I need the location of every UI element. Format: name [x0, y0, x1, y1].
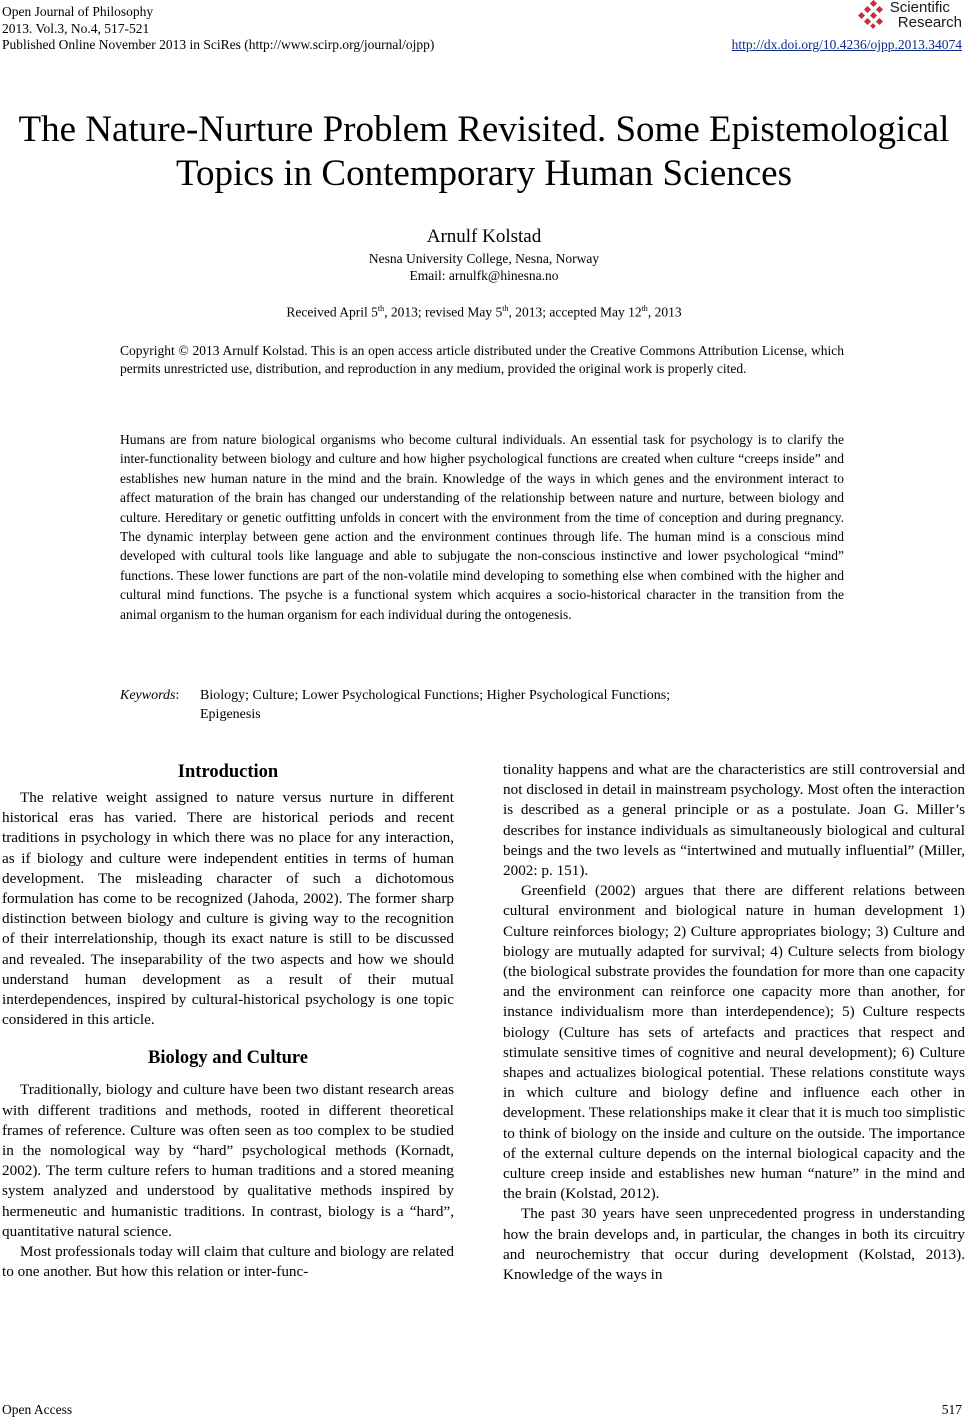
year-text: , 2013	[647, 304, 682, 320]
received-text: Received April 5	[286, 304, 378, 320]
section-heading-biology-culture: Biology and Culture	[147, 1048, 309, 1069]
keywords-line-1: Biology; Culture; Lower Psychological Functions; Higher Psychological Functions;	[200, 688, 671, 703]
author-name: Arnulf Kolstad	[426, 226, 542, 247]
revised-text: , 2013; revised May 5	[384, 304, 503, 320]
paragraph: Greenfield (2002) argues that there are different relations between cultural environment and biological nature in human development 1) Culture reinforces biology; 2) Culture appropriates biology; 3) Culture and biology are mutually adapted for survival; 4) Culture selects from biology (the biological substrate provides the foundation for more than one capacity and the environment can reinforce one capacity more than another, for instance individualism more than interdependence); 5) Culture respects biology (Culture has sets of artefacts and practices that respect and stimulate sensitive times of cognitive and neural development); 6) Culture shapes and actualizes biological potential. These relations constitute ways in which culture and biology define and influence each other in development. These relationships make it clear that it is much too simplistic to think of biology on the inside and culture on the outside. The importance of the external culture depends on the internal biological capacity and the culture creep inside and establishes new human “nature” in the mind and the brain (Kolstad, 2012).	[503, 882, 965, 1203]
page-number: 517	[941, 1402, 962, 1417]
journal-header	[2, 4, 434, 54]
scientific-research-logo	[858, 0, 962, 30]
keywords-label: Keywords	[120, 688, 176, 703]
doi-link[interactable]: http://dx.doi.org/10.4236/ojpp.2013.34074	[731, 37, 962, 52]
keywords: Keywords: Biology; Culture; Lower Psychological Functions; Higher Psychological Functions; Epigenesis	[120, 686, 179, 705]
email: Email: arnulfk@hinesna.no	[409, 268, 559, 283]
logo-word-1: Scientific	[889, 0, 950, 16]
paragraph: The past 30 years have seen unprecedented progress in understanding how the brain develops and, in particular, the changes in both its circuitry and neurochemistry that occur during development (Kolstad, 2013). Knowledge of the ways in	[503, 1205, 965, 1284]
copyright-notice: Copyright © 2013 Arnulf Kolstad. This is an open access article distributed under the Creative Commons Attribution License, which permits unrestricted use, distribution, and reproduction in any medium, provided the original work is properly cited.	[120, 343, 844, 376]
logo-mark-icon	[858, 0, 888, 30]
article-title	[0, 108, 968, 196]
section-heading-introduction: Introduction	[177, 762, 279, 782]
right-column	[503, 760, 965, 1285]
received-dates	[0, 304, 968, 321]
journal-name: Open Journal of Philosophy	[2, 4, 154, 19]
paragraph: tionality happens and what are the characteristics are still controversial and not disclosed in detail in mainstream psychology. Most often the interaction is described as a general principle or as a postulate. Joan G. Miller’s describes for instance individuals as simultaneously biological and cultural beings and the two levels as “intertwined and mutually influential” (Miller, 2002: p. 151).	[503, 761, 965, 880]
author-info	[0, 250, 968, 284]
keywords-line-2: Epigenesis	[200, 707, 261, 722]
journal-volume: 2013. Vol.3, No.4, 517-521	[2, 20, 150, 36]
ordinal-suffix: th	[377, 304, 385, 313]
logo-word-2: Research	[897, 14, 962, 31]
paragraph: Most professionals today will claim that culture and biology are related to one another. But how this relation or inter-func-	[2, 1243, 454, 1281]
abstract: Humans are from nature biological organisms who become cultural individuals. An essential task for psychology is to clarify the inter-functionality between biology and culture and how higher psychological functions are created when culture “creeps inside” and establishes new human nature in the mind and the brain. Knowledge of the ways in which genes and the environment interact to affect maturation of the brain has changed our understanding of the relationship between nature and nurture, between biology and culture. Hereditary or genetic outfitting unfolds in concert with the environment from the time of conception and during pregnancy. The dynamic interplay between gene action and the environment continues through life. The human mind is a conscious mind developed with cultural tools like language and able to subjugate the non-conscious instinctive and lower psychological “mind” functions. These lower functions are part of the non-volatile mind developing to something else when combined with the higher and cultural mind functions. The psyche is a functional system which acquires a socio-historical character in the transition from the animal organism to the human organism for each individual during the ontogenesis.	[120, 432, 844, 622]
keywords-values	[200, 686, 820, 724]
title-line-2: Topics in Contemporary Human Sciences	[176, 153, 792, 194]
paragraph: Traditionally, biology and culture have been two distant research areas with different traditions and methods, rooted in different theoretical frames of reference. Culture was often seen as too complex to be studied in the nomological way by “hard” psychological methods (Kornadt, 2002). The term culture refers to human traditions and a stored meaning system analyzed and understood by qualitative methods inspired by hermeneutic and humanistic traditions. In contrast, biology is a “hard”, quantitative natural science.	[2, 1081, 454, 1240]
ordinal-suffix: th	[641, 304, 648, 313]
accepted-text: , 2013; accepted May 12	[508, 304, 642, 320]
footer-open-access: Open Access	[2, 1402, 73, 1417]
published-online: Published Online November 2013 in SciRes (http://www.scirp.org/journal/ojpp)	[2, 37, 435, 52]
left-column	[2, 760, 454, 1282]
affiliation: Nesna University College, Nesna, Norway	[368, 251, 600, 266]
paragraph: The relative weight assigned to nature versus nurture in different historical eras has varied. There are historical periods and recent traditions in psychology in which there was no place for any interaction, as if biology and culture were independent entities in terms of human development. The misleading character of such a dichotomous formulation has come to be recognized (Jahoda, 2002). The former sharp distinction between biology and culture is giving way to the recognition of their interrelationship, though its exact nature is still to be discussed and revealed. The inseparability of the two aspects and how we should understand human development as a result of their mutual interdependences, inspired by cultural-historical psychology is one topic considered in this article.	[2, 789, 454, 1029]
ordinal-suffix: th	[502, 304, 509, 313]
title-line-1: The Nature-Nurture Problem Revisited. Some Epistemological	[18, 109, 950, 150]
